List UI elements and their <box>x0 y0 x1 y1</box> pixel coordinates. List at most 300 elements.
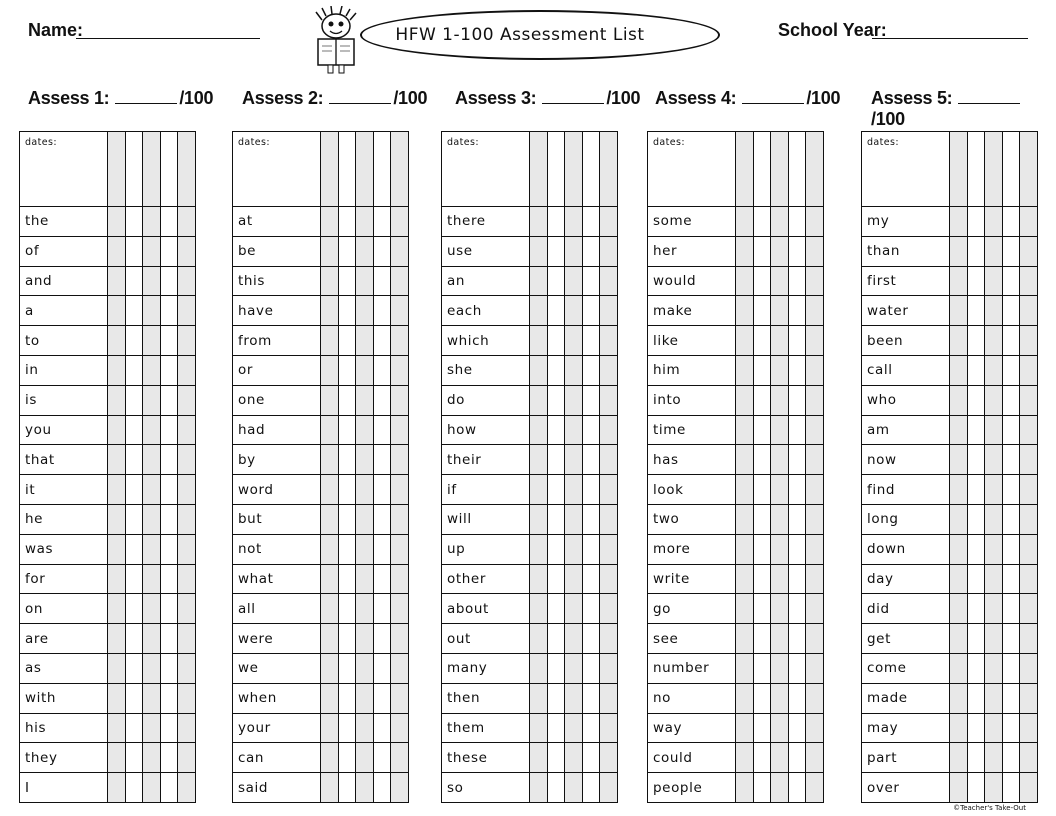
check-cell[interactable] <box>754 356 772 385</box>
check-cell[interactable] <box>108 624 126 653</box>
check-cell[interactable] <box>1003 773 1021 802</box>
check-cell[interactable] <box>968 714 986 743</box>
check-cell[interactable] <box>736 296 754 325</box>
check-cell[interactable] <box>339 296 357 325</box>
check-cell[interactable] <box>108 267 126 296</box>
check-cell[interactable] <box>339 445 357 474</box>
check-cell[interactable] <box>565 132 583 206</box>
check-cell[interactable] <box>806 386 823 415</box>
check-cell[interactable] <box>771 445 789 474</box>
check-cell[interactable] <box>356 386 374 415</box>
check-cell[interactable] <box>339 475 357 504</box>
check-cell[interactable] <box>806 773 823 802</box>
check-cell[interactable] <box>583 445 601 474</box>
check-cell[interactable] <box>374 535 392 564</box>
check-cell[interactable] <box>548 267 566 296</box>
check-cell[interactable] <box>374 207 392 236</box>
check-cell[interactable] <box>754 743 772 772</box>
check-cell[interactable] <box>1003 475 1021 504</box>
check-cell[interactable] <box>391 416 408 445</box>
check-cell[interactable] <box>126 356 144 385</box>
check-cell[interactable] <box>178 475 195 504</box>
check-cell[interactable] <box>789 475 807 504</box>
check-cell[interactable] <box>108 416 126 445</box>
check-cell[interactable] <box>374 237 392 266</box>
check-cell[interactable] <box>356 267 374 296</box>
check-cell[interactable] <box>530 296 548 325</box>
check-cell[interactable] <box>391 296 408 325</box>
check-cell[interactable] <box>736 132 754 206</box>
check-cell[interactable] <box>600 445 617 474</box>
check-cell[interactable] <box>391 267 408 296</box>
check-cell[interactable] <box>1020 535 1037 564</box>
check-cell[interactable] <box>530 714 548 743</box>
check-cell[interactable] <box>530 565 548 594</box>
check-cell[interactable] <box>391 565 408 594</box>
check-cell[interactable] <box>356 132 374 206</box>
check-cell[interactable] <box>321 535 339 564</box>
check-cell[interactable] <box>1003 535 1021 564</box>
check-cell[interactable] <box>178 132 195 206</box>
check-cell[interactable] <box>178 535 195 564</box>
check-cell[interactable] <box>126 684 144 713</box>
school-year-field[interactable] <box>872 38 1028 39</box>
check-cell[interactable] <box>108 445 126 474</box>
check-cell[interactable] <box>374 714 392 743</box>
check-cell[interactable] <box>374 296 392 325</box>
check-cell[interactable] <box>548 505 566 534</box>
check-cell[interactable] <box>108 743 126 772</box>
check-cell[interactable] <box>565 386 583 415</box>
check-cell[interactable] <box>736 565 754 594</box>
check-cell[interactable] <box>1020 237 1037 266</box>
check-cell[interactable] <box>736 624 754 653</box>
check-cell[interactable] <box>356 356 374 385</box>
check-cell[interactable] <box>600 624 617 653</box>
check-cell[interactable] <box>143 773 161 802</box>
check-cell[interactable] <box>789 207 807 236</box>
check-cell[interactable] <box>126 505 144 534</box>
check-cell[interactable] <box>736 237 754 266</box>
check-cell[interactable] <box>339 237 357 266</box>
check-cell[interactable] <box>600 654 617 683</box>
check-cell[interactable] <box>771 267 789 296</box>
check-cell[interactable] <box>391 326 408 355</box>
check-cell[interactable] <box>968 237 986 266</box>
check-cell[interactable] <box>143 386 161 415</box>
check-cell[interactable] <box>806 207 823 236</box>
check-cell[interactable] <box>321 654 339 683</box>
check-cell[interactable] <box>178 505 195 534</box>
check-cell[interactable] <box>565 624 583 653</box>
check-cell[interactable] <box>161 356 179 385</box>
check-cell[interactable] <box>600 326 617 355</box>
check-cell[interactable] <box>985 565 1003 594</box>
check-cell[interactable] <box>583 132 601 206</box>
check-cell[interactable] <box>771 237 789 266</box>
check-cell[interactable] <box>530 654 548 683</box>
check-cell[interactable] <box>600 773 617 802</box>
check-cell[interactable] <box>1003 624 1021 653</box>
check-cell[interactable] <box>339 565 357 594</box>
check-cell[interactable] <box>178 624 195 653</box>
check-cell[interactable] <box>1020 714 1037 743</box>
check-cell[interactable] <box>178 326 195 355</box>
check-cell[interactable] <box>583 773 601 802</box>
check-cell[interactable] <box>600 714 617 743</box>
check-cell[interactable] <box>530 505 548 534</box>
check-cell[interactable] <box>126 207 144 236</box>
check-cell[interactable] <box>736 684 754 713</box>
check-cell[interactable] <box>600 505 617 534</box>
check-cell[interactable] <box>178 594 195 623</box>
score-blank[interactable] <box>542 89 604 104</box>
check-cell[interactable] <box>600 565 617 594</box>
check-cell[interactable] <box>339 535 357 564</box>
check-cell[interactable] <box>583 326 601 355</box>
check-cell[interactable] <box>1020 296 1037 325</box>
check-cell[interactable] <box>583 505 601 534</box>
check-cell[interactable] <box>736 416 754 445</box>
check-cell[interactable] <box>548 207 566 236</box>
check-cell[interactable] <box>736 594 754 623</box>
check-cell[interactable] <box>321 714 339 743</box>
score-blank[interactable] <box>115 89 177 104</box>
check-cell[interactable] <box>950 505 968 534</box>
check-cell[interactable] <box>950 594 968 623</box>
check-cell[interactable] <box>374 654 392 683</box>
check-cell[interactable] <box>1020 684 1037 713</box>
check-cell[interactable] <box>161 445 179 474</box>
check-cell[interactable] <box>950 132 968 206</box>
check-cell[interactable] <box>789 594 807 623</box>
check-cell[interactable] <box>806 654 823 683</box>
check-cell[interactable] <box>565 237 583 266</box>
check-cell[interactable] <box>565 475 583 504</box>
check-cell[interactable] <box>736 356 754 385</box>
check-cell[interactable] <box>968 475 986 504</box>
check-cell[interactable] <box>339 505 357 534</box>
check-cell[interactable] <box>530 356 548 385</box>
check-cell[interactable] <box>789 565 807 594</box>
check-cell[interactable] <box>356 743 374 772</box>
check-cell[interactable] <box>161 132 179 206</box>
check-cell[interactable] <box>583 207 601 236</box>
check-cell[interactable] <box>548 416 566 445</box>
check-cell[interactable] <box>321 505 339 534</box>
check-cell[interactable] <box>968 684 986 713</box>
check-cell[interactable] <box>950 267 968 296</box>
check-cell[interactable] <box>806 475 823 504</box>
check-cell[interactable] <box>143 714 161 743</box>
check-cell[interactable] <box>374 386 392 415</box>
check-cell[interactable] <box>950 326 968 355</box>
check-cell[interactable] <box>985 445 1003 474</box>
check-cell[interactable] <box>391 535 408 564</box>
check-cell[interactable] <box>178 565 195 594</box>
check-cell[interactable] <box>789 445 807 474</box>
check-cell[interactable] <box>754 296 772 325</box>
check-cell[interactable] <box>126 624 144 653</box>
check-cell[interactable] <box>789 535 807 564</box>
check-cell[interactable] <box>374 326 392 355</box>
check-cell[interactable] <box>754 684 772 713</box>
check-cell[interactable] <box>806 684 823 713</box>
check-cell[interactable] <box>583 565 601 594</box>
check-cell[interactable] <box>985 505 1003 534</box>
check-cell[interactable] <box>968 654 986 683</box>
check-cell[interactable] <box>108 132 126 206</box>
check-cell[interactable] <box>583 386 601 415</box>
check-cell[interactable] <box>754 654 772 683</box>
check-cell[interactable] <box>736 505 754 534</box>
check-cell[interactable] <box>565 356 583 385</box>
check-cell[interactable] <box>1003 386 1021 415</box>
check-cell[interactable] <box>950 207 968 236</box>
check-cell[interactable] <box>583 743 601 772</box>
check-cell[interactable] <box>754 624 772 653</box>
check-cell[interactable] <box>789 714 807 743</box>
check-cell[interactable] <box>161 714 179 743</box>
check-cell[interactable] <box>950 773 968 802</box>
check-cell[interactable] <box>161 684 179 713</box>
check-cell[interactable] <box>583 475 601 504</box>
check-cell[interactable] <box>950 535 968 564</box>
score-blank[interactable] <box>958 89 1020 104</box>
check-cell[interactable] <box>1020 773 1037 802</box>
check-cell[interactable] <box>548 356 566 385</box>
check-cell[interactable] <box>806 743 823 772</box>
check-cell[interactable] <box>374 505 392 534</box>
check-cell[interactable] <box>736 743 754 772</box>
check-cell[interactable] <box>1003 207 1021 236</box>
check-cell[interactable] <box>161 565 179 594</box>
score-blank[interactable] <box>329 89 391 104</box>
check-cell[interactable] <box>126 773 144 802</box>
check-cell[interactable] <box>108 296 126 325</box>
check-cell[interactable] <box>161 237 179 266</box>
check-cell[interactable] <box>1003 326 1021 355</box>
check-cell[interactable] <box>321 132 339 206</box>
check-cell[interactable] <box>771 132 789 206</box>
check-cell[interactable] <box>143 475 161 504</box>
check-cell[interactable] <box>1003 237 1021 266</box>
check-cell[interactable] <box>126 326 144 355</box>
check-cell[interactable] <box>143 296 161 325</box>
check-cell[interactable] <box>126 386 144 415</box>
check-cell[interactable] <box>771 386 789 415</box>
check-cell[interactable] <box>548 326 566 355</box>
check-cell[interactable] <box>806 296 823 325</box>
check-cell[interactable] <box>530 267 548 296</box>
check-cell[interactable] <box>754 535 772 564</box>
check-cell[interactable] <box>583 237 601 266</box>
check-cell[interactable] <box>356 535 374 564</box>
check-cell[interactable] <box>126 594 144 623</box>
check-cell[interactable] <box>789 654 807 683</box>
check-cell[interactable] <box>321 207 339 236</box>
check-cell[interactable] <box>985 132 1003 206</box>
check-cell[interactable] <box>339 594 357 623</box>
check-cell[interactable] <box>789 296 807 325</box>
check-cell[interactable] <box>789 624 807 653</box>
check-cell[interactable] <box>530 445 548 474</box>
check-cell[interactable] <box>789 132 807 206</box>
check-cell[interactable] <box>374 356 392 385</box>
check-cell[interactable] <box>968 445 986 474</box>
check-cell[interactable] <box>161 594 179 623</box>
check-cell[interactable] <box>736 386 754 415</box>
check-cell[interactable] <box>1020 594 1037 623</box>
check-cell[interactable] <box>565 714 583 743</box>
check-cell[interactable] <box>754 386 772 415</box>
check-cell[interactable] <box>143 326 161 355</box>
check-cell[interactable] <box>339 773 357 802</box>
check-cell[interactable] <box>950 684 968 713</box>
check-cell[interactable] <box>565 296 583 325</box>
check-cell[interactable] <box>985 386 1003 415</box>
check-cell[interactable] <box>391 386 408 415</box>
check-cell[interactable] <box>1020 475 1037 504</box>
check-cell[interactable] <box>600 207 617 236</box>
check-cell[interactable] <box>374 594 392 623</box>
check-cell[interactable] <box>1020 565 1037 594</box>
check-cell[interactable] <box>583 535 601 564</box>
name-field[interactable] <box>76 38 260 39</box>
check-cell[interactable] <box>321 445 339 474</box>
check-cell[interactable] <box>530 684 548 713</box>
check-cell[interactable] <box>161 296 179 325</box>
check-cell[interactable] <box>108 594 126 623</box>
check-cell[interactable] <box>1003 743 1021 772</box>
check-cell[interactable] <box>565 505 583 534</box>
check-cell[interactable] <box>530 237 548 266</box>
check-cell[interactable] <box>985 684 1003 713</box>
check-cell[interactable] <box>143 505 161 534</box>
check-cell[interactable] <box>161 416 179 445</box>
check-cell[interactable] <box>178 416 195 445</box>
check-cell[interactable] <box>391 684 408 713</box>
check-cell[interactable] <box>143 624 161 653</box>
check-cell[interactable] <box>771 624 789 653</box>
check-cell[interactable] <box>548 296 566 325</box>
check-cell[interactable] <box>321 267 339 296</box>
check-cell[interactable] <box>600 594 617 623</box>
check-cell[interactable] <box>771 356 789 385</box>
check-cell[interactable] <box>356 714 374 743</box>
check-cell[interactable] <box>321 743 339 772</box>
check-cell[interactable] <box>771 326 789 355</box>
check-cell[interactable] <box>985 267 1003 296</box>
check-cell[interactable] <box>600 743 617 772</box>
check-cell[interactable] <box>600 356 617 385</box>
check-cell[interactable] <box>108 386 126 415</box>
check-cell[interactable] <box>161 207 179 236</box>
check-cell[interactable] <box>1003 132 1021 206</box>
check-cell[interactable] <box>339 132 357 206</box>
check-cell[interactable] <box>771 654 789 683</box>
check-cell[interactable] <box>968 773 986 802</box>
check-cell[interactable] <box>1003 356 1021 385</box>
check-cell[interactable] <box>548 565 566 594</box>
check-cell[interactable] <box>178 743 195 772</box>
check-cell[interactable] <box>583 296 601 325</box>
check-cell[interactable] <box>968 386 986 415</box>
check-cell[interactable] <box>789 356 807 385</box>
check-cell[interactable] <box>126 267 144 296</box>
check-cell[interactable] <box>565 684 583 713</box>
check-cell[interactable] <box>1003 445 1021 474</box>
check-cell[interactable] <box>950 714 968 743</box>
check-cell[interactable] <box>374 684 392 713</box>
check-cell[interactable] <box>391 356 408 385</box>
check-cell[interactable] <box>108 773 126 802</box>
check-cell[interactable] <box>1003 594 1021 623</box>
check-cell[interactable] <box>391 743 408 772</box>
check-cell[interactable] <box>126 475 144 504</box>
check-cell[interactable] <box>391 475 408 504</box>
check-cell[interactable] <box>1020 267 1037 296</box>
check-cell[interactable] <box>339 654 357 683</box>
check-cell[interactable] <box>161 773 179 802</box>
check-cell[interactable] <box>108 714 126 743</box>
check-cell[interactable] <box>161 267 179 296</box>
check-cell[interactable] <box>736 654 754 683</box>
check-cell[interactable] <box>985 296 1003 325</box>
check-cell[interactable] <box>1003 654 1021 683</box>
check-cell[interactable] <box>321 684 339 713</box>
check-cell[interactable] <box>754 267 772 296</box>
check-cell[interactable] <box>754 714 772 743</box>
check-cell[interactable] <box>143 565 161 594</box>
check-cell[interactable] <box>321 773 339 802</box>
check-cell[interactable] <box>771 296 789 325</box>
check-cell[interactable] <box>339 416 357 445</box>
check-cell[interactable] <box>754 416 772 445</box>
check-cell[interactable] <box>806 326 823 355</box>
check-cell[interactable] <box>754 326 772 355</box>
check-cell[interactable] <box>374 743 392 772</box>
check-cell[interactable] <box>736 445 754 474</box>
check-cell[interactable] <box>321 356 339 385</box>
check-cell[interactable] <box>339 743 357 772</box>
check-cell[interactable] <box>126 416 144 445</box>
check-cell[interactable] <box>374 132 392 206</box>
check-cell[interactable] <box>771 684 789 713</box>
check-cell[interactable] <box>321 326 339 355</box>
check-cell[interactable] <box>356 237 374 266</box>
check-cell[interactable] <box>178 773 195 802</box>
check-cell[interactable] <box>178 445 195 474</box>
check-cell[interactable] <box>789 326 807 355</box>
check-cell[interactable] <box>391 237 408 266</box>
check-cell[interactable] <box>126 535 144 564</box>
check-cell[interactable] <box>1020 356 1037 385</box>
check-cell[interactable] <box>1003 267 1021 296</box>
check-cell[interactable] <box>356 475 374 504</box>
check-cell[interactable] <box>1020 624 1037 653</box>
check-cell[interactable] <box>178 386 195 415</box>
check-cell[interactable] <box>178 267 195 296</box>
check-cell[interactable] <box>339 386 357 415</box>
check-cell[interactable] <box>143 684 161 713</box>
check-cell[interactable] <box>1003 714 1021 743</box>
check-cell[interactable] <box>530 326 548 355</box>
check-cell[interactable] <box>143 132 161 206</box>
check-cell[interactable] <box>754 773 772 802</box>
check-cell[interactable] <box>548 654 566 683</box>
check-cell[interactable] <box>1020 505 1037 534</box>
